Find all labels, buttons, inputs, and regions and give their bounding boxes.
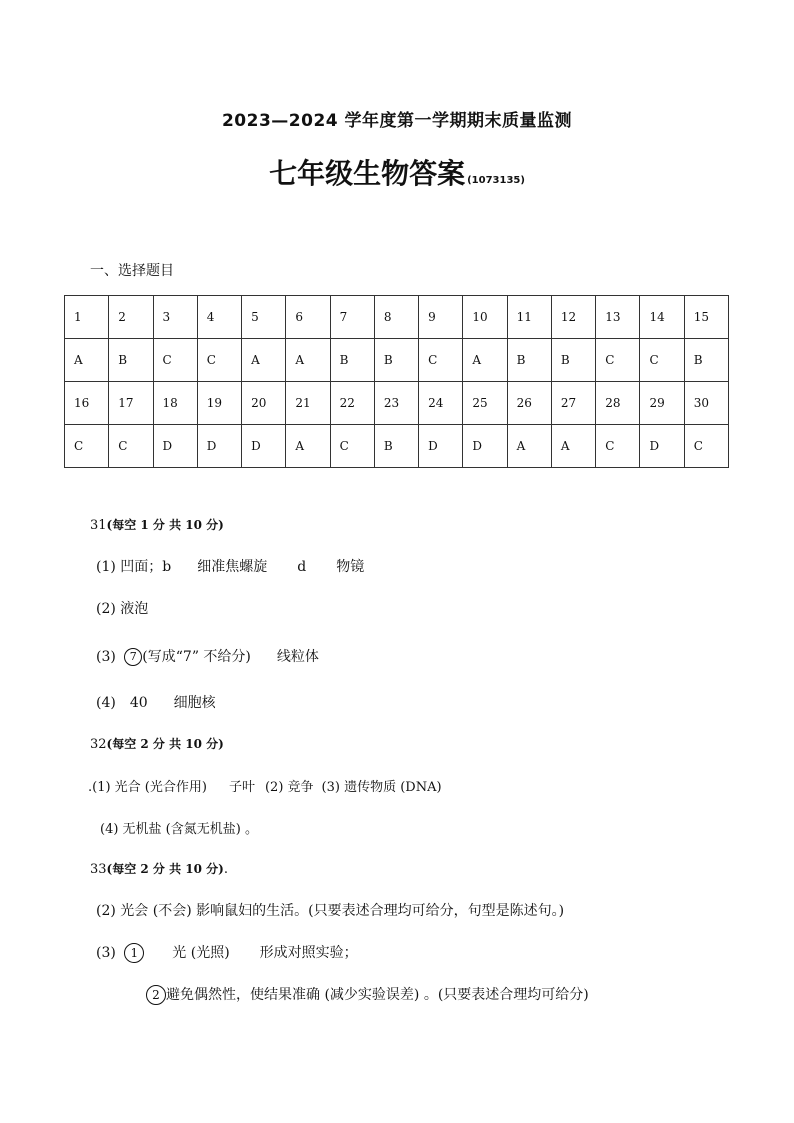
- answer-cell: B: [109, 339, 153, 382]
- question-number-cell: 20: [242, 382, 286, 425]
- answer-cell: C: [330, 425, 374, 468]
- q31-l1c: d: [297, 559, 307, 575]
- question-number-cell: 13: [596, 296, 640, 339]
- q33-line2: [96, 942, 358, 963]
- q33-score: (每空 2 分 共 10 分): [106, 862, 224, 876]
- answer-cell: A: [551, 425, 595, 468]
- answer-cell: C: [65, 425, 109, 468]
- circled-number-1: 1: [124, 943, 144, 963]
- answer-cell: C: [419, 339, 463, 382]
- answer-cell: C: [109, 425, 153, 468]
- q32-l1b: 子叶: [228, 780, 255, 795]
- answer-cell: B: [507, 339, 551, 382]
- q33-tail: .: [223, 862, 228, 877]
- answer-cell: A: [507, 425, 551, 468]
- q33-line1: (2) 光会 (不会) 影响鼠妇的生活。(只要表述合理均可给分，句型是陈述句。): [96, 903, 565, 919]
- answer-title: 七年级生物答案: [269, 157, 466, 190]
- q31-line3: [96, 646, 319, 666]
- q32-line1: [88, 776, 442, 795]
- answer-cell: D: [419, 425, 463, 468]
- question-number-cell: 7: [330, 296, 374, 339]
- answer-cell: A: [286, 425, 330, 468]
- question-number-cell: 21: [286, 382, 330, 425]
- question-number-cell: 26: [507, 382, 551, 425]
- question-number-cell: 19: [197, 382, 241, 425]
- question-number-cell: 23: [374, 382, 418, 425]
- answer-cell: C: [153, 339, 197, 382]
- question-number-cell: 30: [684, 382, 728, 425]
- question-number-cell: 9: [419, 296, 463, 339]
- q31-l4b: 40: [129, 695, 148, 711]
- q33-number: 33: [90, 862, 107, 877]
- q32-number: 32: [90, 737, 107, 752]
- section-title: 一、选择题目: [90, 263, 174, 279]
- answer-cell: C: [197, 339, 241, 382]
- answer-cell: B: [374, 339, 418, 382]
- answer-cell: C: [640, 339, 684, 382]
- q31-line4: [96, 692, 216, 712]
- answer-cell: B: [374, 425, 418, 468]
- answer-cell: B: [684, 339, 728, 382]
- question-number-cell: 29: [640, 382, 684, 425]
- q31-number: 31: [90, 518, 107, 533]
- question-number-cell: 25: [463, 382, 507, 425]
- answer-cell: A: [242, 339, 286, 382]
- question-number-cell: 5: [242, 296, 286, 339]
- question-number-cell: 12: [551, 296, 595, 339]
- q31-l4c: 细胞核: [173, 695, 216, 711]
- q31-line2: (2) 液泡: [96, 601, 149, 617]
- answer-table: [64, 295, 729, 468]
- question-number-cell: 10: [463, 296, 507, 339]
- question-number-cell: 22: [330, 382, 374, 425]
- question-number-cell: 11: [507, 296, 551, 339]
- question-number-cell: 14: [640, 296, 684, 339]
- answer-cell: D: [153, 425, 197, 468]
- q33-l3-text: 避免偶然性，使结果准确 (减少实验误差) 。(只要表述合理均可给分): [166, 987, 589, 1003]
- answer-cell: B: [551, 339, 595, 382]
- question-number-cell: 16: [65, 382, 109, 425]
- q31-line1: [96, 556, 364, 576]
- q33-l2a: (3): [96, 945, 116, 961]
- q32-line2: (4) 无机盐 (含氮无机盐) 。: [100, 822, 258, 837]
- question-number-cell: 3: [153, 296, 197, 339]
- q31-score: (每空 1 分 共 10 分): [106, 518, 224, 532]
- q32-l1a: .(1) 光合 (光合作用): [88, 780, 207, 795]
- q31-l3b: (写成“7” 不给分): [142, 649, 251, 665]
- answer-cell: D: [242, 425, 286, 468]
- circled-number-7: 7: [124, 648, 142, 666]
- answer-row: [65, 425, 729, 468]
- answer-cell: B: [330, 339, 374, 382]
- q31-l1b: 细准焦螺旋: [197, 559, 268, 575]
- answer-cell: A: [65, 339, 109, 382]
- question-number-row: [65, 382, 729, 425]
- q33-l2c: 形成对照实验；: [259, 945, 358, 961]
- paper-code: (1073135): [467, 175, 525, 186]
- question-number-cell: 27: [551, 382, 595, 425]
- question-number-cell: 15: [684, 296, 728, 339]
- answer-cell: C: [596, 425, 640, 468]
- answer-row: [65, 339, 729, 382]
- question-number-cell: 17: [109, 382, 153, 425]
- exam-title: 2023—2024 学年度第一学期期末质量监测: [221, 111, 573, 131]
- answer-cell: D: [640, 425, 684, 468]
- q32-l1d: (3) 遗传物质 (DNA): [321, 780, 442, 795]
- q31-header: [90, 516, 224, 533]
- q32-score: (每空 2 分 共 10 分): [106, 737, 224, 751]
- q33-header: [90, 860, 228, 877]
- q33-l2b: 光 (光照): [172, 945, 230, 961]
- answer-cell: D: [463, 425, 507, 468]
- question-number-row: [65, 296, 729, 339]
- question-number-cell: 6: [286, 296, 330, 339]
- answer-cell: D: [197, 425, 241, 468]
- question-number-cell: 1: [65, 296, 109, 339]
- question-number-cell: 4: [197, 296, 241, 339]
- question-number-cell: 24: [419, 382, 463, 425]
- circled-number-2: 2: [146, 985, 166, 1005]
- q31-l1d: 物镜: [336, 559, 365, 575]
- q33-line3: [146, 984, 589, 1005]
- answer-cell: C: [684, 425, 728, 468]
- answer-cell: C: [596, 339, 640, 382]
- answer-cell: A: [463, 339, 507, 382]
- q31-l3c: 线粒体: [276, 649, 319, 665]
- q32-header: [90, 735, 224, 752]
- q32-l1c: (2) 竞争: [264, 780, 314, 795]
- question-number-cell: 2: [109, 296, 153, 339]
- question-number-cell: 28: [596, 382, 640, 425]
- q31-l1a: (1) 凹面；b: [96, 559, 172, 575]
- question-number-cell: 18: [153, 382, 197, 425]
- answer-heading: [0, 152, 794, 192]
- answer-cell: A: [286, 339, 330, 382]
- q31-l4a: (4): [96, 695, 116, 711]
- question-number-cell: 8: [374, 296, 418, 339]
- q31-l3a: (3): [96, 649, 116, 665]
